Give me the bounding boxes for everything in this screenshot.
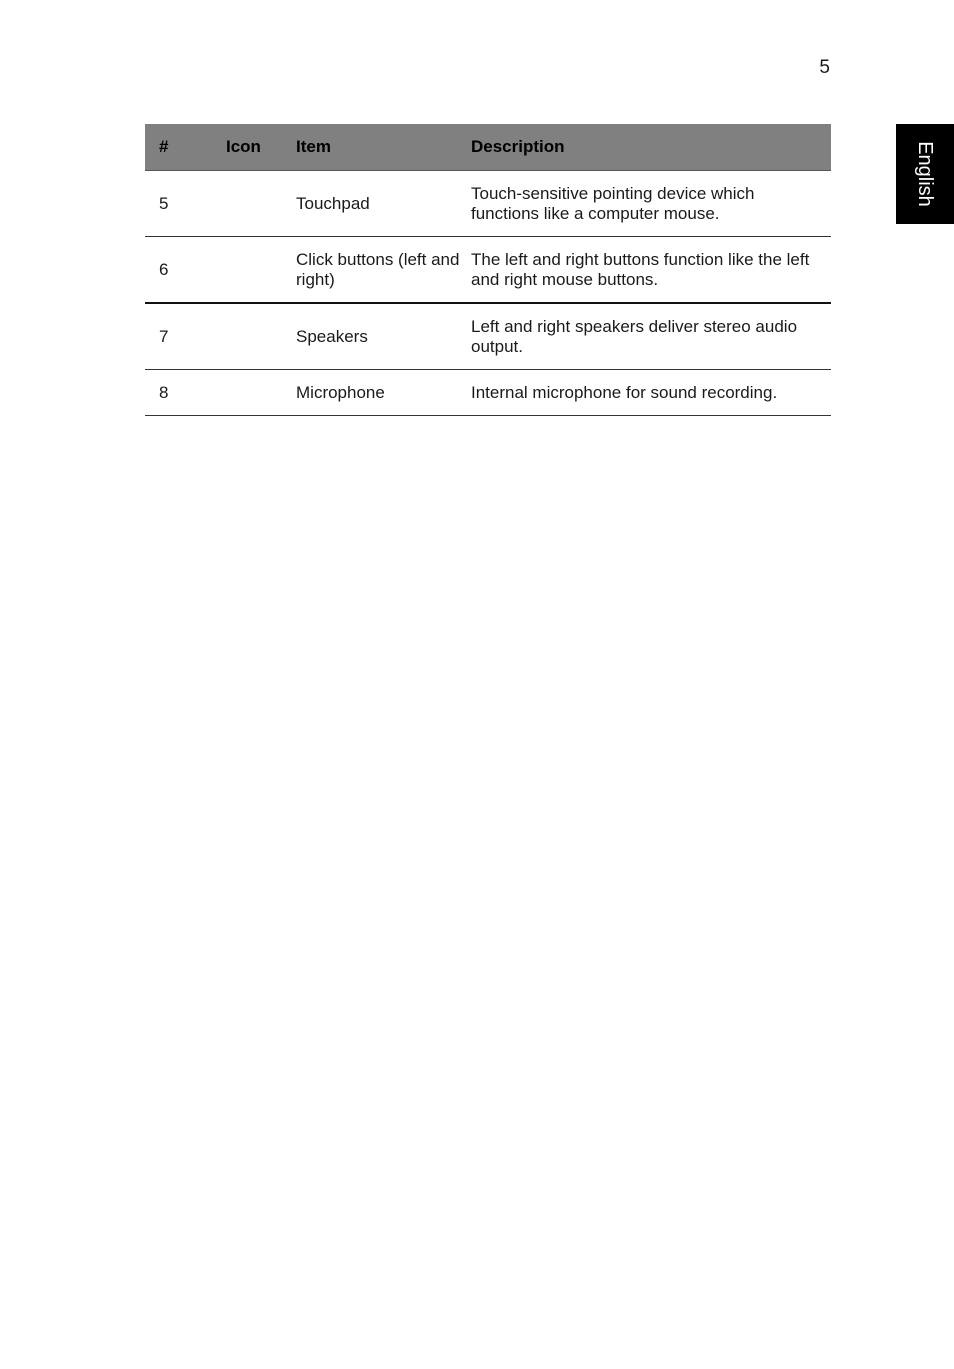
table-row bbox=[145, 303, 831, 370]
row-number: 6 bbox=[145, 237, 211, 304]
row-item: Click buttons (left and right) bbox=[296, 237, 471, 304]
row-number: 8 bbox=[145, 370, 211, 416]
header-item: Item bbox=[296, 124, 471, 171]
language-tab bbox=[896, 124, 954, 224]
header-description: Description bbox=[471, 124, 831, 171]
row-icon-cell bbox=[211, 370, 296, 416]
row-icon-cell bbox=[211, 237, 296, 304]
language-tab-label: English bbox=[914, 141, 936, 207]
header-icon: Icon bbox=[211, 124, 296, 171]
row-number: 5 bbox=[145, 171, 211, 237]
table-header-row bbox=[145, 124, 831, 171]
row-description: Left and right speakers deliver stereo audio output. bbox=[471, 303, 831, 370]
row-icon-cell bbox=[211, 303, 296, 370]
table-row bbox=[145, 171, 831, 237]
row-icon-cell bbox=[211, 171, 296, 237]
table-row bbox=[145, 370, 831, 416]
header-number: # bbox=[145, 124, 211, 171]
table-row bbox=[145, 237, 831, 304]
row-item: Microphone bbox=[296, 370, 471, 416]
component-table bbox=[145, 124, 831, 416]
row-number: 7 bbox=[145, 303, 211, 370]
row-description: Touch-sensitive pointing device which functions like a computer mouse. bbox=[471, 171, 831, 237]
row-description: Internal microphone for sound recording. bbox=[471, 370, 831, 416]
row-item: Touchpad bbox=[296, 171, 471, 237]
row-description: The left and right buttons function like the left and right mouse buttons. bbox=[471, 237, 831, 304]
page-number: 5 bbox=[819, 57, 830, 78]
row-item: Speakers bbox=[296, 303, 471, 370]
